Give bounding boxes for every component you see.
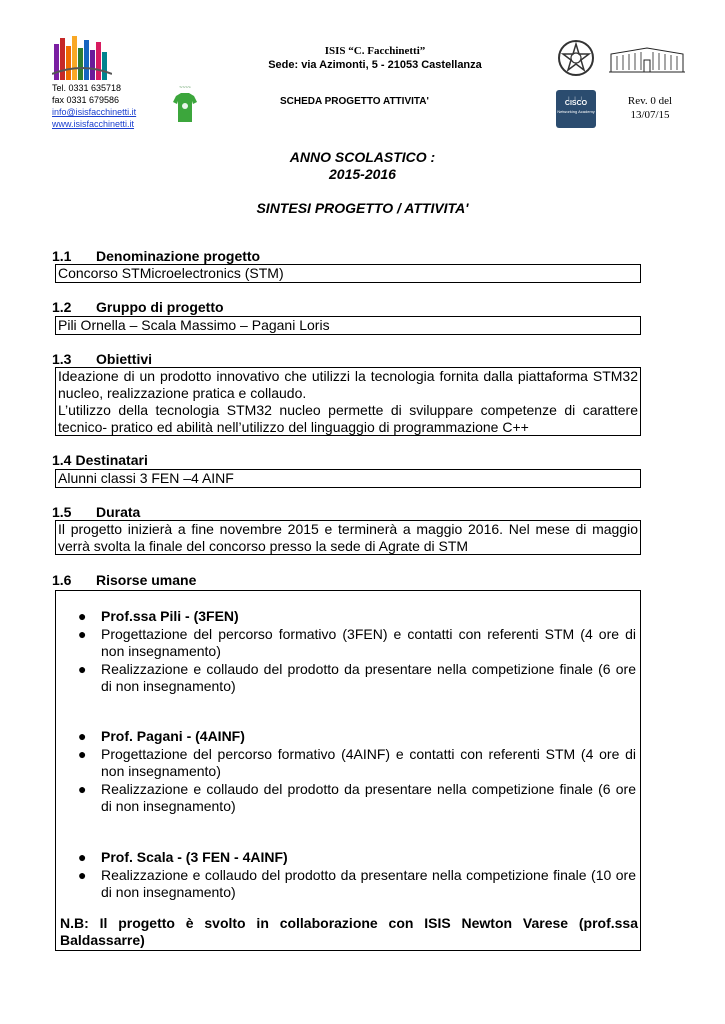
section-title: Gruppo di progetto <box>96 299 224 315</box>
risorse-field <box>55 590 641 951</box>
section-title: Obiettivi <box>96 351 153 367</box>
obiettivi-field <box>55 367 641 436</box>
school-building-drawing <box>607 42 687 76</box>
durata-field <box>55 520 641 555</box>
section-title: Denominazione progetto <box>96 248 261 264</box>
list-item <box>78 661 636 695</box>
section-heading-obiettivi <box>52 351 152 367</box>
cisco-subtitle: Networking Academy <box>557 109 595 114</box>
form-title: SCHEDA PROGETTO ATTIVITA' <box>280 96 429 107</box>
bullet-icon: ● <box>78 781 87 797</box>
bullet-icon: ● <box>78 849 87 865</box>
task-description: Realizzazione e collaudo del prodotto da presentare nella competizione finale (6 ore di non insegnamento) <box>101 781 636 814</box>
obiettivi-paragraph-1: Ideazione di un prodotto innovativo che utilizzi la tecnologia fornita dalla piattaforma STM32 nucleo, realizzazione pratica e collaudo. <box>58 368 638 401</box>
list-item <box>78 608 636 625</box>
list-item <box>78 626 636 660</box>
bullet-icon: ● <box>78 746 87 762</box>
section-number: 1.2 <box>52 299 72 315</box>
phone-number: Tel. 0331 635718 <box>52 83 122 93</box>
section-title: Destinatari <box>75 452 148 468</box>
section-heading-destinatari <box>52 452 148 468</box>
bullet-icon: ● <box>78 661 87 677</box>
obiettivi-paragraph-2: L’utilizzo della tecnologia STM32 nucleo permette di sviluppare competenze di carattere tecnico- pratico ed abilità nell’utilizzo del linguaggio di programmazione C++ <box>58 402 638 435</box>
gruppo-value: Pili Ornella – Scala Massimo – Pagani Loris <box>58 317 330 333</box>
revision-number: Rev. 0 del <box>627 95 673 107</box>
school-address: Sede: via Azimonti, 5 - 21053 Castellanza <box>268 59 482 71</box>
section-number: 1.6 <box>52 572 72 588</box>
list-item <box>78 849 636 866</box>
durata-value: Il progetto inizierà a fine novembre 2015 e terminerà a maggio 2016. Nel mese di maggio verrà svolta la finale del concorso presso la sede di Agrate di STM <box>58 521 638 554</box>
bullet-icon: ● <box>78 608 87 624</box>
section-heading-gruppo <box>52 299 224 315</box>
school-logo <box>52 34 112 82</box>
list-item <box>78 728 636 745</box>
section-title: Durata <box>96 504 141 520</box>
destinatari-value: Alunni classi 3 FEN –4 AINF <box>58 470 234 486</box>
section-number: 1.1 <box>52 248 72 264</box>
section-number: 1.4 <box>52 452 72 468</box>
summary-title: SINTESI PROGETTO / ATTIVITA' <box>256 200 469 216</box>
destinatari-field <box>55 469 641 488</box>
bullet-icon: ● <box>78 867 87 883</box>
gruppo-field <box>55 316 641 335</box>
bullet-icon: ● <box>78 626 87 642</box>
collaboration-note: N.B: Il progetto è svolto in collaborazione con ISIS Newton Varese (prof.ssa Baldassarre) <box>60 915 638 948</box>
tshirt-logo <box>172 82 198 128</box>
task-description: Progettazione del percorso formativo (3FEN) e contatti con referenti STM (4 ore di non insegnamento) <box>101 626 636 659</box>
email-link[interactable]: info@isisfacchinetti.it <box>52 107 137 117</box>
revision-info <box>610 94 690 122</box>
school-year-value: 2015-2016 <box>329 166 396 182</box>
bullet-icon: ● <box>78 728 87 744</box>
section-number: 1.3 <box>52 351 72 367</box>
section-number: 1.5 <box>52 504 72 520</box>
school-header <box>235 44 515 72</box>
section-heading-durata <box>52 504 140 520</box>
cisco-label: CISCO <box>564 100 588 107</box>
list-item <box>78 781 636 815</box>
teacher-name: Prof.ssa Pili - (3FEN) <box>101 608 239 624</box>
task-description: Realizzazione e collaudo del prodotto da presentare nella competizione finale (6 ore di non insegnamento) <box>101 661 636 694</box>
revision-date: 13/07/15 <box>630 109 670 121</box>
school-name: ISIS “C. Facchinetti” <box>324 45 426 57</box>
denominazione-field <box>55 264 641 283</box>
fax-number: fax 0331 679586 <box>52 95 120 105</box>
svg-text:~~~~: ~~~~ <box>179 85 191 91</box>
teacher-name: Prof. Scala - (3 FEN - 4AINF) <box>101 849 288 865</box>
task-description: Realizzazione e collaudo del prodotto da presentare nella competizione finale (10 ore di non insegnamento) <box>101 867 636 900</box>
section-heading-denominazione <box>52 248 260 264</box>
section-heading-risorse <box>52 572 196 588</box>
contact-info <box>52 82 136 130</box>
task-description: Progettazione del percorso formativo (4AINF) e contatti con referenti STM (4 ore di non insegnamento) <box>101 746 636 779</box>
denominazione-value: Concorso STMicroelectronics (STM) <box>58 265 284 281</box>
list-item <box>78 746 636 780</box>
school-year-label: ANNO SCOLASTICO : <box>289 149 436 165</box>
section-title: Risorse umane <box>96 572 197 588</box>
list-item <box>78 867 636 901</box>
website-link[interactable]: www.isisfacchinetti.it <box>52 119 135 129</box>
cisco-academy-badge: | | | CISCO Networking Academy <box>556 90 596 128</box>
italian-republic-emblem <box>556 36 596 80</box>
teacher-name: Prof. Pagani - (4AINF) <box>101 728 245 744</box>
